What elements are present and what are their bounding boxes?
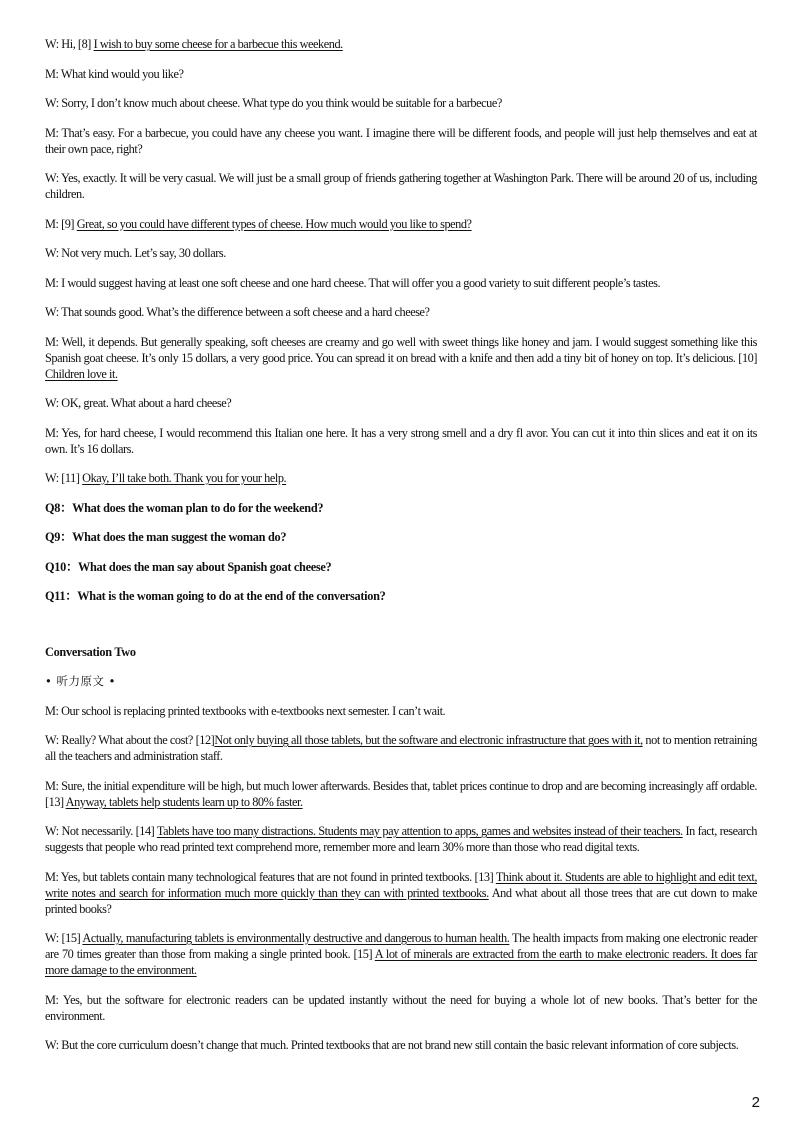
dialogue-line xyxy=(45,216,757,232)
dialogue-line xyxy=(45,36,757,52)
question-item: Q10：What does the man say about Spanish goat cheese? xyxy=(45,559,332,574)
dialogue-text: M: Our school is replacing printed textbooks with e-textbooks next semester. I can’t wait. xyxy=(45,703,446,718)
dialogue-line xyxy=(45,732,757,764)
underlined-answer-text: A lot of minerals are extracted from the earth to make electronic readers. It does far more damage to the environment. xyxy=(45,947,757,977)
underlined-answer-text: Think about it. Students are able to highlight and edit text, write notes and search for information much more quickly than they can with printed textbooks. xyxy=(45,869,757,900)
dialogue-line xyxy=(45,334,757,382)
dialogue-line xyxy=(45,304,757,320)
dialogue-line xyxy=(45,992,757,1024)
dialogue-text: M: Sure, the initial expenditure will be high, but much lower afterwards. Besides that, tablet prices continue to drop and are becoming increasingly aff ordable. [13] xyxy=(45,778,757,809)
page-number: 2 xyxy=(751,1094,760,1111)
underlined-answer-text: Tablets have too many distractions. Students may pay attention to apps, games and websites instead of their teachers. xyxy=(156,824,683,838)
dialogue-line xyxy=(45,425,757,457)
conversation-two xyxy=(45,703,757,1054)
dialogue-text: W: Not necessarily. [14] xyxy=(45,824,157,838)
dialogue-line xyxy=(45,245,757,261)
dialogue-text: M: Yes, but tablets contain many technological features that are not found in printed textbooks. [13] xyxy=(45,869,496,884)
dialogue-line xyxy=(45,703,757,719)
question-item: Q11：What is the woman going to do at the end of the conversation? xyxy=(45,589,386,603)
dialogue-text: W: Yes, exactly. It will be very casual. We will just be a small group of friends gathering together at Washington Park. There will be around 20 of us, including children. xyxy=(45,171,757,201)
dialogue-line xyxy=(45,125,757,157)
dialogue-text: M: What kind would you like? xyxy=(45,66,184,81)
conversation-one xyxy=(45,36,757,486)
dialogue-line xyxy=(45,869,757,917)
dialogue-text: W: That sounds good. What’s the difference between a soft cheese and a hard cheese? xyxy=(45,305,430,319)
conversation-two-heading: Conversation Two xyxy=(45,645,136,659)
dialogue-text: W: But the core curriculum doesn’t change that much. Printed textbooks that are not brand new still contain the basic relevant information of core subjects. xyxy=(45,1038,739,1052)
underlined-answer-text: Okay, I’ll take both. Thank you for your help. xyxy=(82,471,287,485)
dialogue-line xyxy=(45,823,757,855)
dialogue-text: W: Not very much. Let’s say, 30 dollars. xyxy=(45,246,226,260)
dialogue-line xyxy=(45,1037,757,1053)
underlined-answer-text: Actually, manufacturing tablets is environmentally destructive and dangerous to human health. xyxy=(82,931,510,945)
dialogue-line xyxy=(45,470,757,486)
question-item: Q9：What does the man suggest the woman do? xyxy=(45,530,287,544)
dialogue-text: M: [9] xyxy=(45,216,77,231)
underlined-answer-text: Great, so you could have different types of cheese. How much would you like to spend? xyxy=(76,216,472,231)
dialogue-line xyxy=(45,170,757,202)
underlined-answer-text: Children love it. xyxy=(45,366,118,381)
question-item: Q8：What does the woman plan to do for the weekend? xyxy=(45,500,324,515)
dialogue-line xyxy=(45,930,757,978)
dialogue-text: W: [15] xyxy=(45,931,83,945)
underlined-answer-text: Not only buying all those tablets, but the software and electronic infrastructure that goes with it, xyxy=(214,733,643,747)
dialogue-line xyxy=(45,95,757,111)
dialogue-text: M: Yes, but the software for electronic readers can be updated instantly without the need for buying a whole lot of new books. That’s better for the environment. xyxy=(45,992,757,1023)
dialogue-text: W: Hi, [8] xyxy=(45,37,94,51)
dialogue-text: M: I would suggest having at least one soft cheese and one hard cheese. That will offer you a good variety to suit different people’s tastes. xyxy=(45,275,661,290)
dialogue-text: M: Yes, for hard cheese, I would recommend this Italian one here. It has a very strong smell and a dry fl avor. You can cut it into thin slices and eat it on its own. It’s 16 dollars. xyxy=(45,425,757,456)
dialogue-text: M: That’s easy. For a barbecue, you could have any cheese you want. I imagine there will be different foods, and people will just help themselves and eat at their own pace, right? xyxy=(45,125,757,156)
question-list xyxy=(45,500,757,605)
underlined-answer-text: Anyway, tablets help students learn up to 80% faster. xyxy=(65,794,303,809)
dialogue-line xyxy=(45,778,757,810)
dialogue-text: W: Sorry, I don’t know much about cheese. What type do you think would be suitable for a barbecue? xyxy=(45,96,502,110)
dialogue-text: W: Really? What about the cost? [12] xyxy=(45,733,215,747)
dialogue-text: In fact, research suggests that people who read printed text comprehend more, remember more and learn 30% more than those who read digital texts. xyxy=(45,824,757,854)
dialogue-text: And what about all those trees that are cut down to make printed books? xyxy=(45,885,757,916)
dialogue-text: W: OK, great. What about a hard cheese? xyxy=(45,396,232,410)
dialogue-line xyxy=(45,66,757,82)
dialogue-line xyxy=(45,395,757,411)
dialogue-text: not to mention retraining all the teachers and administration staff. xyxy=(45,733,757,763)
underlined-answer-text: I wish to buy some cheese for a barbecue this weekend. xyxy=(93,37,343,51)
dialogue-text: M: Well, it depends. But generally speaking, soft cheeses are creamy and go well with sweet things like honey and jam. I would suggest something like this Spanish goat cheese. It’s only 15 dollars, a very good price. You can spread it on bread with a knife and then add a tiny bit of honey on top. It’s delicious. [10] xyxy=(45,334,757,365)
dialogue-text: W: [11] xyxy=(45,471,83,485)
document-page xyxy=(45,36,757,1067)
transcript-label: • 听力原文 • xyxy=(45,674,116,688)
dialogue-line xyxy=(45,275,757,291)
dialogue-text: The health impacts from making one electronic reader are 70 times greater than those from making a single printed book. [15] xyxy=(45,931,757,961)
